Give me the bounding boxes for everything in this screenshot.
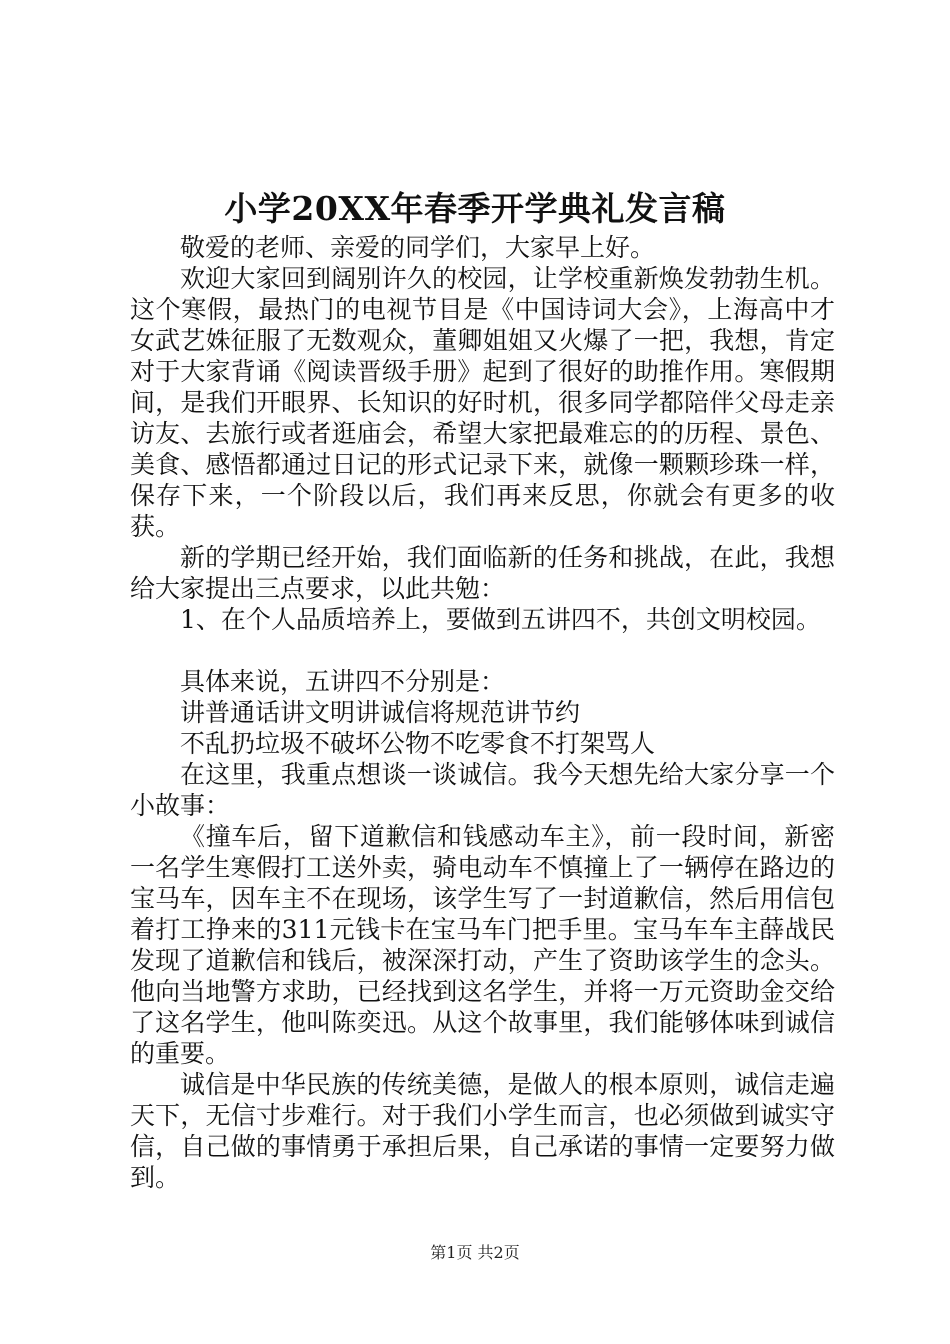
paragraph-specifics: 具体来说，五讲四不分别是：: [180, 667, 506, 696]
paragraph-new-semester: 新的学期已经开始，我们面临新的任务和挑战，在此，我想给大家提出三点要求，以此共勉：: [130, 543, 835, 603]
paragraph-requirement-1: 1、在个人品质培养上，要做到五讲四不，共创文明校园。: [180, 605, 821, 634]
paragraph-greeting: 敬爱的老师、亲爱的同学们，大家早上好。: [180, 233, 656, 262]
paragraph-honesty-virtue: 诚信是中华民族的传统美德，是做人的根本原则，诚信走遍天下，无信寸步难行。对于我们小学生而言，也必须做到诚实守信，自己做的事情勇于承担后果，自己承诺的事情一定要努力做到。: [130, 1070, 835, 1192]
document-title: 小学20XX年春季开学典礼发言稿: [224, 189, 726, 228]
page-footer: 第1页 共2页: [430, 1243, 520, 1262]
paragraph-story: 《撞车后，留下道歉信和钱感动车主》，前一段时间，新密一名学生寒假打工送外卖，骑电动车不慎撞上了一辆停在路边的宝马车，因车主不在现场，该学生写了一封道歉信，然后用信包着打工挣来的311元钱卡在宝马车门把手里。宝马车车主薛战民发现了道歉信和钱后，被深深打动，产生了资助该学生的念头。他向当地警方求助，已经找到这名学生，并将一万元资助金交给了这名学生，他叫陈奕迅。从这个故事里，我们能够体味到诚信的重要。: [130, 822, 835, 1068]
document-body: [130, 232, 835, 1193]
paragraph-welcome: 欢迎大家回到阔别许久的校园，让学校重新焕发勃勃生机。这个寒假，最热门的电视节目是《中国诗词大会》，上海高中才女武艺姝征服了无数观众，董卿姐姐又火爆了一把，我想，肯定对于大家背诵《阅读晋级手册》起到了很好的助推作用。寒假期间，是我们开眼界、长知识的好时机，很多同学都陪伴父母走亲访友、去旅行或者逛庙会，希望大家把最难忘的的历程、景色、美食、感悟都通过日记的形式记录下来，就像一颗颗珍珠一样，保存下来，一个阶段以后，我们再来反思，你就会有更多的收获。: [130, 264, 835, 541]
paragraph-four-nots: 不乱扔垃圾不破坏公物不吃零食不打架骂人: [180, 729, 656, 758]
paragraph-five-speaks: 讲普通话讲文明讲诚信将规范讲节约: [180, 698, 581, 727]
paragraph-honesty-intro: 在这里，我重点想谈一谈诚信。我今天想先给大家分享一个小故事：: [130, 760, 835, 820]
